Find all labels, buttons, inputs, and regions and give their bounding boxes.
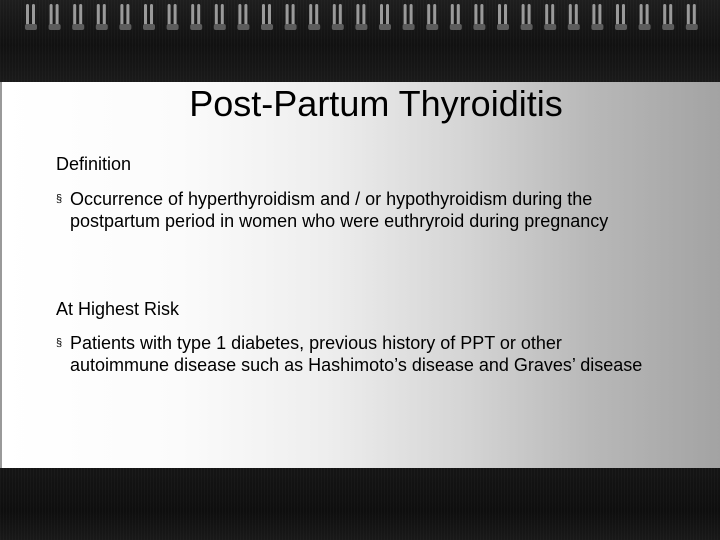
definition-heading: Definition [56, 154, 132, 174]
spiral-ring [639, 4, 651, 30]
bullet-icon: § [56, 337, 63, 349]
spiral-ring [285, 4, 297, 30]
spiral-ring [450, 4, 462, 30]
spiral-ring [261, 4, 273, 30]
spiral-ring [119, 4, 131, 30]
spiral-ring [96, 4, 108, 30]
spiral-ring [167, 4, 179, 30]
slide-title: Post-Partum Thyroiditis [189, 83, 563, 124]
top-decorative-band [0, 0, 720, 82]
definition-bullet [56, 188, 656, 232]
spiral-binding-decoration [18, 0, 718, 42]
spiral-ring [72, 4, 84, 30]
spiral-ring [521, 4, 533, 30]
spiral-ring [49, 4, 61, 30]
spiral-ring [25, 4, 37, 30]
spiral-ring [237, 4, 249, 30]
risk-text: Patients with type 1 diabetes, previous history of PPT or other autoimmune disease such as Hashimoto’s disease and Graves’ disease [70, 333, 643, 375]
spiral-ring [473, 4, 485, 30]
spiral-ring [686, 4, 698, 30]
spiral-ring [591, 4, 603, 30]
spiral-ring [214, 4, 226, 30]
bottom-decorative-band [0, 468, 720, 540]
spiral-ring [662, 4, 674, 30]
content-panel [0, 82, 720, 468]
spiral-ring [190, 4, 202, 30]
risk-heading: At Highest Risk [56, 299, 180, 319]
spiral-ring [544, 4, 556, 30]
bullet-icon: § [56, 193, 63, 205]
spiral-ring [379, 4, 391, 30]
spiral-ring [332, 4, 344, 30]
spiral-ring [568, 4, 580, 30]
spiral-ring [403, 4, 415, 30]
risk-bullet [56, 332, 656, 376]
spiral-ring [143, 4, 155, 30]
spiral-ring [308, 4, 320, 30]
spiral-ring [355, 4, 367, 30]
spiral-ring [615, 4, 627, 30]
spiral-ring [426, 4, 438, 30]
definition-text: Occurrence of hyperthyroidism and / or hypothyroidism during the postpartum period in women who were euthryroid during pregnancy [70, 189, 609, 231]
spiral-ring [497, 4, 509, 30]
